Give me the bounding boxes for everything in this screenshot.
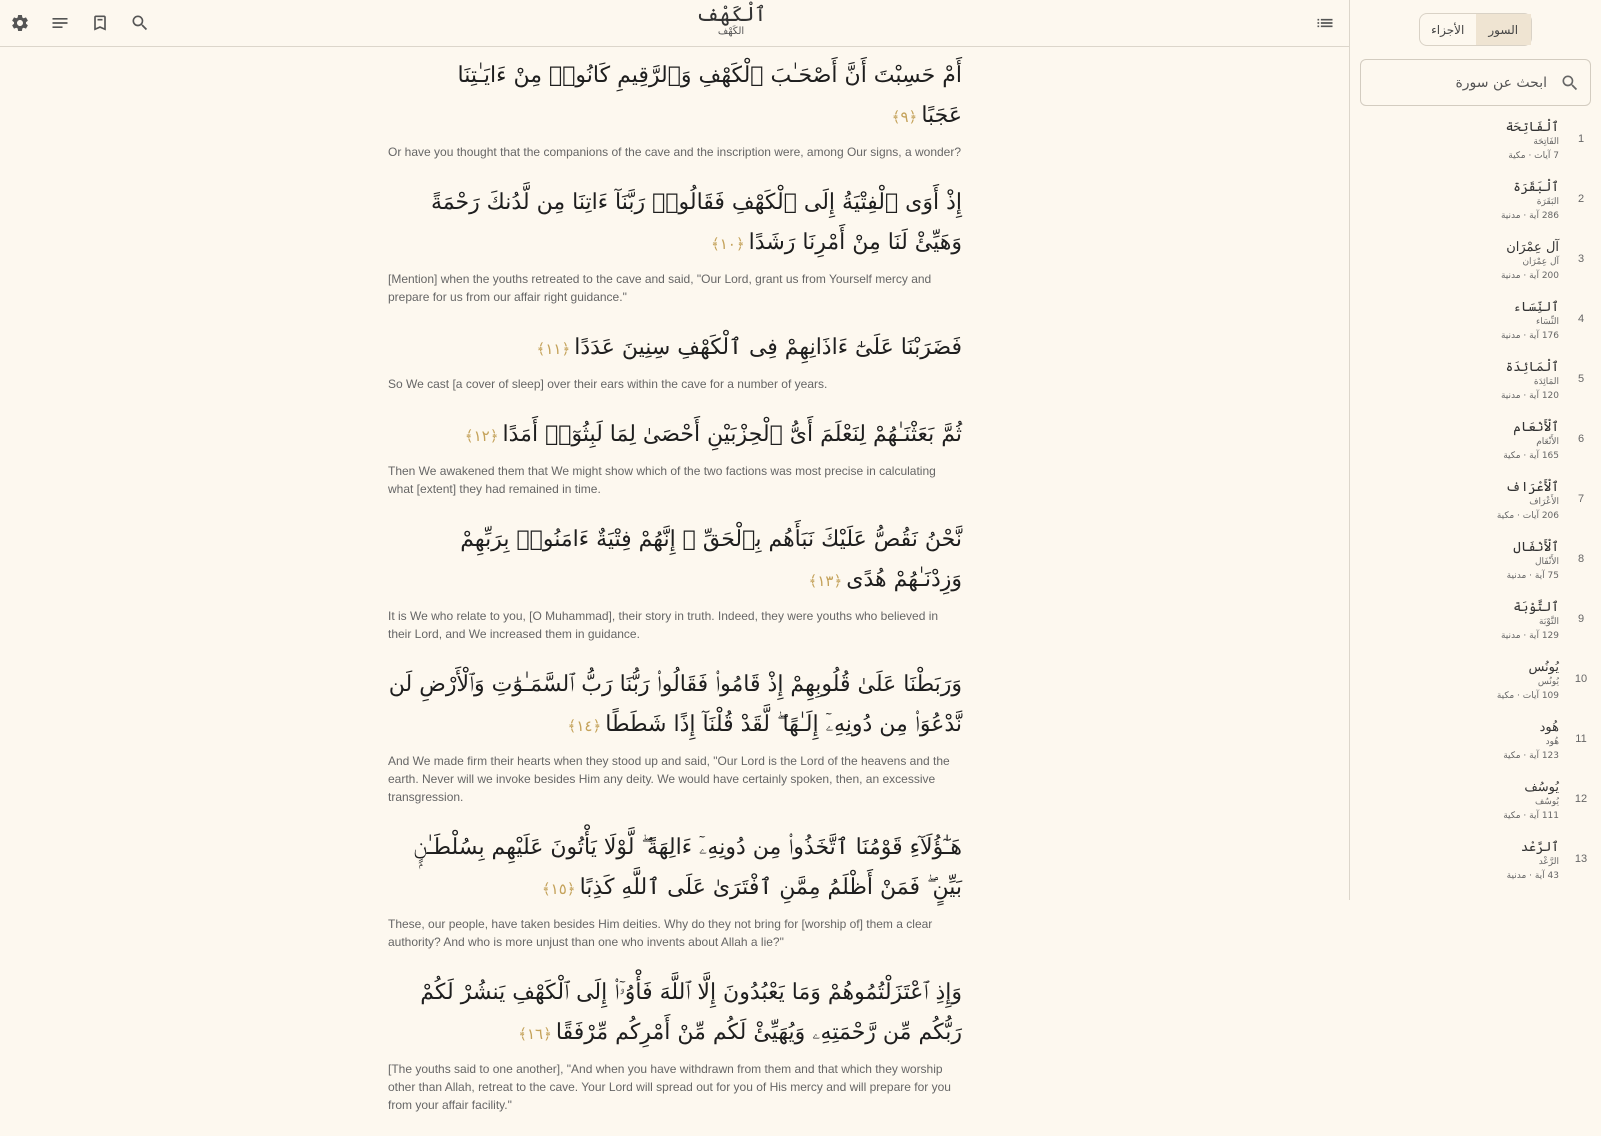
verse-list	[388, 56, 962, 1136]
surah-list-item[interactable]	[1350, 293, 1601, 353]
view-toggle	[1419, 13, 1532, 46]
surah-list-item[interactable]	[1350, 713, 1601, 773]
surah-number: 13	[1574, 853, 1588, 865]
surah-name-sub: البَقَرَة	[1536, 197, 1559, 207]
surah-meta: 176 آية · مدنية	[1500, 331, 1559, 341]
verse-number: ﴿١٤﴾	[567, 717, 602, 735]
verse-block	[388, 56, 962, 161]
settings-icon[interactable]	[8, 11, 32, 35]
verse-block	[388, 973, 962, 1114]
surah-texts	[1497, 479, 1559, 523]
surah-name: آل عِمْرَان	[1506, 240, 1559, 255]
verse-block	[388, 328, 962, 393]
surah-list-item[interactable]	[1350, 653, 1601, 713]
surah-list-item[interactable]	[1350, 413, 1601, 473]
surah-name: هُود	[1539, 720, 1559, 735]
surah-texts	[1507, 539, 1559, 583]
verse-arabic	[388, 828, 962, 909]
surah-name-sub: يُوسُف	[1534, 797, 1559, 807]
verse-block	[388, 520, 962, 643]
surah-list-item[interactable]	[1350, 113, 1601, 173]
surah-number: 12	[1574, 793, 1588, 805]
verse-number: ﴿١١﴾	[536, 340, 571, 358]
surah-number: 5	[1577, 373, 1585, 385]
surah-texts	[1501, 359, 1559, 403]
verse-arabic-text: أَمْ حَسِبْتَ أَنَّ أَصْحَـٰبَ ٱلْكَهْفِ وَٱلرَّقِيمِ كَانُوا۟ مِنْ ءَايَـٰتِنَا عَجَبًا	[457, 63, 962, 128]
surah-meta: 75 آية · مدنية	[1506, 571, 1559, 581]
surah-number: 2	[1577, 193, 1585, 205]
verse-arabic	[388, 183, 962, 264]
surah-meta: 123 آية · مكية	[1503, 751, 1559, 761]
verse-arabic-text: ثُمَّ بَعَثْنَـٰهُمْ لِنَعْلَمَ أَىُّ ٱلْحِزْبَيْنِ أَحْصَىٰ لِمَا لَبِثُوٓا۟ أَمَدًا	[502, 422, 962, 447]
surah-name: يُونُس	[1528, 660, 1559, 675]
surah-name-sub: التَّوْبَة	[1539, 617, 1559, 627]
surah-list	[1350, 113, 1601, 893]
surah-search-box	[1360, 59, 1591, 106]
surah-number: 8	[1577, 553, 1585, 565]
surah-name-sub: الأَعْرَاف	[1529, 497, 1559, 507]
surah-sidebar	[1349, 0, 1600, 900]
surah-number: 3	[1577, 253, 1585, 265]
surah-meta: 286 آية · مدنية	[1500, 211, 1559, 221]
surah-number: 9	[1577, 613, 1585, 625]
surah-name: ٱلْأَعْرَاف	[1505, 480, 1559, 495]
surah-list-item[interactable]	[1350, 833, 1601, 893]
verse-number: ﴿١٦﴾	[518, 1025, 552, 1043]
tab-surahs[interactable]: السور	[1476, 14, 1532, 45]
surah-name-sub: المَائِدَة	[1533, 377, 1559, 387]
surah-meta: 206 آيات · مكية	[1496, 511, 1559, 521]
search-icon[interactable]	[1560, 73, 1580, 93]
surah-meta: 120 آية · مدنية	[1500, 391, 1559, 401]
menu-icon[interactable]	[48, 11, 72, 35]
search-icon[interactable]	[128, 11, 152, 35]
surah-texts	[1507, 839, 1559, 883]
surah-texts	[1501, 239, 1559, 283]
surah-name: ٱلْمَائِدَة	[1505, 360, 1559, 375]
verse-arabic-text: وَرَبَطْنَا عَلَىٰ قُلُوبِهِمْ إِذْ قَامُوا۟ فَقَالُوا۟ رَبُّنَا رَبُّ ٱلسَّمَـٰوَٰتِ وَٱلْأَرْضِ لَن نَّدْعُوَا۟ مِن دُونِهِۦٓ إِلَـٰهًا ۖ لَّقَدْ قُلْنَآ إِذًا شَطَطًا	[388, 672, 962, 737]
verse-block	[388, 665, 962, 806]
surah-name-sub: الأَنْعَام	[1536, 437, 1559, 447]
surah-name: ٱلرَّعْد	[1520, 840, 1559, 855]
verse-arabic-text: إِذْ أَوَى ٱلْفِتْيَةُ إِلَى ٱلْكَهْفِ فَقَالُوا۟ رَبَّنَآ ءَاتِنَا مِن لَّدُنكَ رَحْمَةً وَهَيِّئْ لَنَا مِنْ أَمْرِنَا رَشَدًا	[430, 190, 962, 255]
verse-number: ﴿١٠﴾	[710, 235, 745, 253]
surah-texts	[1501, 299, 1559, 343]
surah-texts	[1503, 719, 1559, 763]
verse-translation: [Mention] when the youths retreated to the cave and said, "Our Lord, grant us from Yourself mercy and prepare for us from our affair right guidance."	[388, 272, 932, 304]
surah-title	[600, 4, 862, 37]
verse-arabic	[388, 328, 962, 369]
verse-arabic-text: نَّحْنُ نَقُصُّ عَلَيْكَ نَبَأَهُم بِٱلْحَقِّ ۚ إِنَّهُمْ فِتْيَةٌ ءَامَنُوا۟ بِرَبِّهِمْ وَزِدْنَـٰهُمْ هُدًى	[460, 527, 962, 592]
surah-meta: 111 آية · مكية	[1503, 811, 1559, 821]
surah-number: 6	[1577, 433, 1585, 445]
surah-texts	[1501, 179, 1559, 223]
surah-title-main: ٱلْكَهْف	[695, 2, 767, 26]
surah-meta: 129 آية · مدنية	[1500, 631, 1559, 641]
surah-texts	[1501, 599, 1559, 643]
surah-meta: 7 آيات · مكية	[1508, 151, 1559, 161]
surah-list-item[interactable]	[1350, 353, 1601, 413]
surah-name: ٱلنِّسَاء	[1513, 300, 1559, 315]
verse-translation: It is We who relate to you, [O Muhammad], their story in truth. Indeed, they were youths who believed in their Lord, and We increased them in guidance.	[388, 609, 939, 641]
surah-texts	[1503, 779, 1559, 823]
surah-number: 7	[1577, 493, 1585, 505]
verse-number: ﴿١٥﴾	[541, 880, 576, 898]
verse-block	[388, 828, 962, 951]
verse-arabic-text: فَضَرَبْنَا عَلَىٰٓ ءَاذَانِهِمْ فِى ٱلْكَهْفِ سِنِينَ عَدَدًا	[574, 335, 962, 360]
surah-meta: 43 آية · مدنية	[1506, 871, 1559, 881]
verse-translation: These, our people, have taken besides Him deities. Why do they not bring for [worship of] them a clear authority? And who is more unjust than one who invents about Allah a lie?"	[388, 917, 933, 949]
surah-name-sub: يُونُس	[1537, 677, 1559, 687]
verse-block	[388, 183, 962, 306]
top-toolbar	[0, 0, 1349, 47]
verse-translation: [The youths said to one another], "And when you have withdrawn from them and that which they worship other than Allah, retreat to the cave. Your Lord will spread out for you of His mercy and will prepare for you from your affair facility."	[388, 1062, 951, 1112]
bookmark-icon[interactable]	[88, 11, 112, 35]
verse-number: ﴿١٣﴾	[808, 572, 843, 590]
surah-name: ٱلْأَنْعَام	[1513, 420, 1559, 435]
verse-arabic-text: وَإِذِ ٱعْتَزَلْتُمُوهُمْ وَمَا يَعْبُدُونَ إِلَّا ٱللَّهَ فَأْوُۥٓا۟ إِلَى ٱلْكَهْفِ يَنشُرْ لَكُمْ رَبُّكُم مِّن رَّحْمَتِهِۦ وَيُهَيِّئْ لَكُم مِّنْ أَمْرِكُم مِّرْفَقًا	[420, 980, 962, 1045]
verse-block	[388, 415, 962, 498]
surah-name: ٱلْفَاتِحَة	[1505, 120, 1559, 135]
surah-name-sub: آل عِمْرَان	[1522, 257, 1559, 267]
surah-texts	[1503, 419, 1559, 463]
verse-translation: Or have you thought that the companions of the cave and the inscription were, among Our signs, a wonder?	[388, 145, 962, 159]
surah-name-sub: الرَّعْد	[1538, 857, 1559, 867]
tab-juz[interactable]: الأجزاء	[1431, 22, 1465, 37]
verse-arabic	[388, 520, 962, 601]
surah-texts	[1506, 119, 1559, 163]
surah-name-sub: النِّسَاء	[1536, 317, 1559, 327]
verse-translation: And We made firm their hearts when they stood up and said, "Our Lord is the Lord of the heavens and the earth. Never will we invoke besides Him any deity. We would have certainly spoken, then, an excessive transgression.	[388, 754, 950, 804]
verse-arabic-text: هَـٰٓؤُلَآءِ قَوْمُنَا ٱتَّخَذُوا۟ مِن دُونِهِۦٓ ءَالِهَةً ۖ لَّوْلَا يَأْتُونَ عَلَيْهِم بِسُلْطَـٰنٍۭ بَيِّنٍ ۖ فَمَنْ أَظْلَمُ مِمَّنِ ٱفْتَرَىٰ عَلَى ٱللَّهِ كَذِبًا	[413, 835, 962, 900]
surah-list-item[interactable]	[1350, 533, 1601, 593]
surah-meta: 200 آية · مدنية	[1500, 271, 1559, 281]
surah-number: 1	[1577, 133, 1585, 145]
verse-arabic	[388, 56, 962, 137]
surah-number: 4	[1577, 313, 1585, 325]
surah-name: ٱلتَّوْبَة	[1513, 600, 1559, 615]
verse-arabic	[388, 665, 962, 746]
surah-name-sub: الفَاتِحَة	[1533, 137, 1559, 147]
surah-name-sub: الأَنْفَال	[1535, 557, 1559, 567]
surah-list-item[interactable]	[1350, 173, 1601, 233]
surah-title-sub: الكَهْف	[717, 26, 745, 37]
surah-name: ٱلْبَقَرَة	[1513, 180, 1559, 195]
surah-meta: 109 آيات · مكية	[1496, 691, 1559, 701]
surah-meta: 165 آية · مكية	[1503, 451, 1559, 461]
surah-name: يُوسُف	[1524, 780, 1559, 795]
surah-number: 11	[1575, 733, 1587, 745]
surah-texts	[1497, 659, 1559, 703]
surah-name-sub: هُود	[1545, 737, 1559, 747]
verse-translation: Then We awakened them that We might show which of the two factions was most precise in calculating what [extent] they had remained in time.	[388, 464, 936, 496]
verse-number: ﴿١٢﴾	[464, 427, 499, 445]
list-icon[interactable]	[1313, 11, 1337, 35]
surah-name: ٱلْأَنْفَال	[1513, 540, 1559, 555]
surah-list-item[interactable]	[1350, 773, 1601, 833]
verse-number: ﴿٩﴾	[891, 108, 918, 126]
verse-translation: So We cast [a cover of sleep] over their ears within the cave for a number of years.	[388, 377, 828, 391]
surah-list-item[interactable]	[1350, 233, 1601, 293]
surah-list-item[interactable]	[1350, 473, 1601, 533]
verse-arabic	[388, 415, 962, 456]
surah-search-input[interactable]	[1371, 72, 1547, 94]
surah-number: 10	[1574, 673, 1588, 685]
verse-arabic	[388, 973, 962, 1054]
surah-list-item[interactable]	[1350, 593, 1601, 653]
